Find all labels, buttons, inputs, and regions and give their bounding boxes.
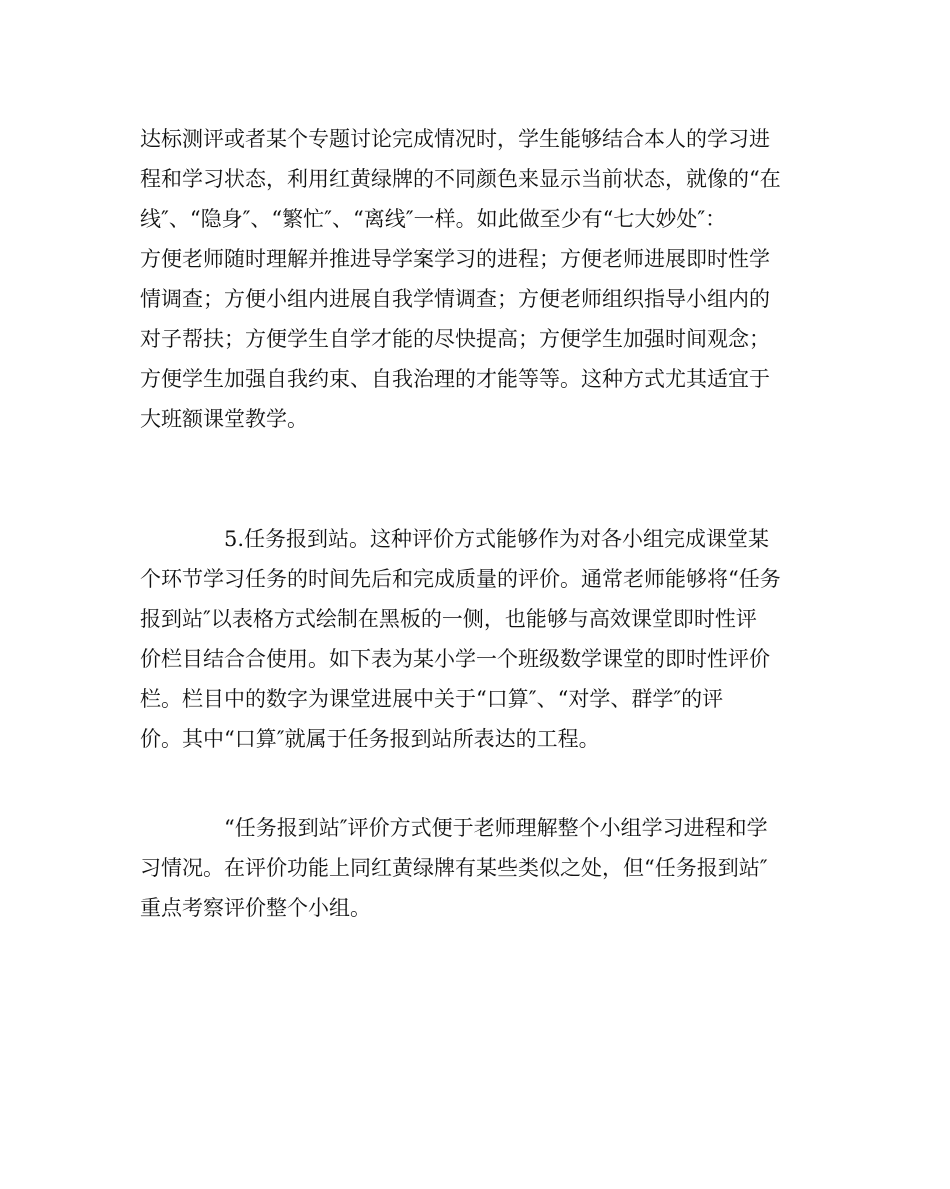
text-line: 习情况。在评价功能上同红黄绿牌有某些类似之处，但“任务报到站″ <box>140 856 768 880</box>
text-line: 5.任务报到站。这种评价方式能够作为对各小组完成课堂某 <box>224 527 770 551</box>
text-line: 重点考察评价整个小组。 <box>140 896 371 920</box>
text-line: 报到站″以表格方式绘制在黑板的一侧，也能够与高效课堂即时性评 <box>140 607 757 631</box>
text-line: 方便学生加强自我约束、自我治理的才能等等。这种方式尤其适宜于 <box>140 367 770 391</box>
text-line: 方便老师随时理解并推进导学案学习的进程；方便老师进展即时性学 <box>140 247 770 271</box>
paragraph-task-station-evaluation <box>140 808 820 928</box>
text-line: 情调查；方便小组内进展自我学情调查；方便老师组织指导小组内的 <box>140 287 770 311</box>
text-line: 价。其中“口算″就属于任务报到站所表达的工程。 <box>140 727 600 751</box>
paragraph-traffic-light-cards <box>140 119 820 439</box>
text-line: 对子帮扶；方便学生自学才能的尽快提高；方便学生加强时间观念； <box>140 327 770 351</box>
text-line: 线″、“隐身″、“繁忙″、“离线″一样。如此做至少有“七大妙处″： <box>140 207 727 231</box>
text-line: 栏。栏目中的数字为课堂进展中关于“口算″、“对学、群学″的评 <box>140 687 724 711</box>
paragraph-task-station <box>140 519 820 759</box>
text-line: 达标测评或者某个专题讨论完成情况时，学生能够结合本人的学习进 <box>140 127 770 151</box>
text-line: 程和学习状态，利用红黄绿牌的不同颜色来显示当前状态，就像的“在 <box>140 167 781 191</box>
text-line: 大班额课堂教学。 <box>140 407 308 431</box>
text-line: 价栏目结合合使用。如下表为某小学一个班级数学课堂的即时性评价 <box>140 647 770 671</box>
text-line: “任务报到站″评价方式便于老师理解整个小组学习进程和学 <box>224 816 768 840</box>
text-line: 个环节学习任务的时间先后和完成质量的评价。通常老师能够将“任务 <box>140 567 781 591</box>
